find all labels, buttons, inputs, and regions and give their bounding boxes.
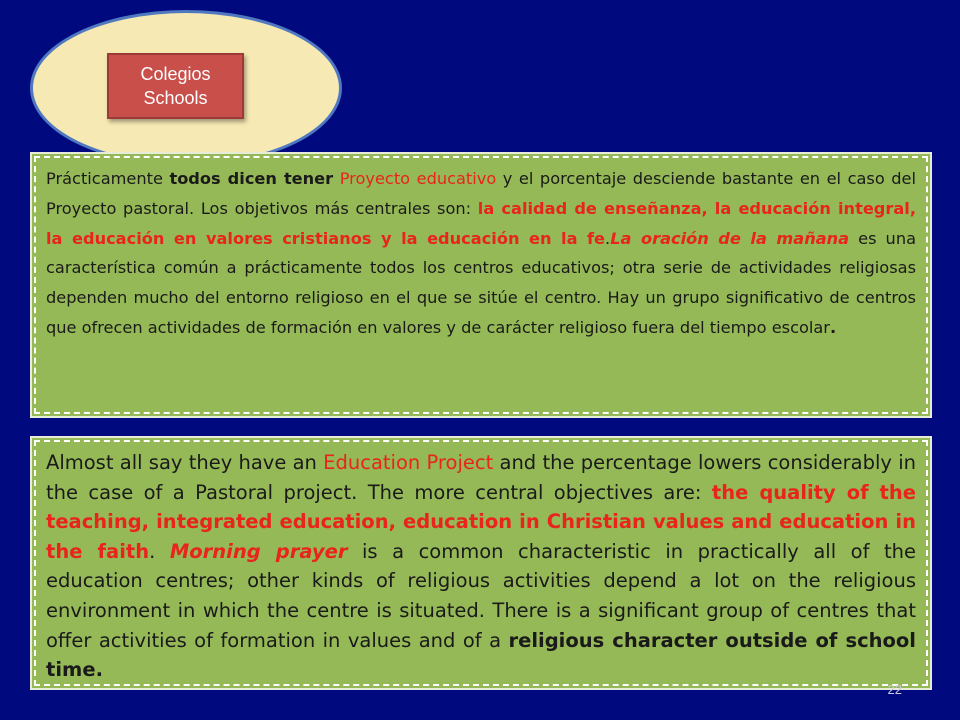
- text-run-bold: .: [95, 658, 103, 682]
- text-run-highlight-italic: Morning prayer: [169, 539, 348, 563]
- text-run: .: [605, 228, 611, 248]
- text-run: Almost all say they have an: [46, 451, 324, 474]
- text-run-highlight: Proyecto educativo: [339, 169, 497, 188]
- spanish-text-box: [30, 152, 932, 418]
- section-badge: [107, 53, 244, 119]
- text-run-bold: .: [829, 317, 837, 337]
- text-run-highlight-italic: La oración de la mañana: [610, 228, 850, 248]
- badge-label-spanish: Colegios: [140, 64, 211, 84]
- text-run: es una característica común a prácticamente todos los centros educativos; otra serie de actividades religiosas dependen mucho del entorno religioso en el que se sitúe el centro. Hay un grupo significativo de centros que ofrecen actividades de formación en valores y de carácter religioso fuera del tiempo escolar: [46, 228, 916, 337]
- text-run-highlight: Education Project: [323, 451, 494, 474]
- badge-label-english: Schools: [143, 88, 208, 108]
- text-run-highlight-bold: la calidad de enseñanza, la educación integral, la educación en valores cristianos y la educación en la fe: [46, 198, 916, 248]
- page-number: 22: [887, 682, 902, 697]
- text-run: is a common characteristic in practically all of the education centres; other kinds of religious activities depend a lot on the religious environment in which the centre is situated. There is a significant group of centres that offer activities of formation in values and of a: [46, 539, 916, 652]
- text-run-bold: todos dicen tener: [169, 169, 334, 188]
- text-run: Prácticamente: [46, 169, 170, 188]
- text-run: and the percentage lowers considerably in the case of a Pastoral project. The more central objectives are:: [46, 451, 916, 504]
- text-run-highlight-bold: the quality of the teaching, integrated education, education in Christian values and education in the faith: [46, 480, 916, 563]
- english-text-box: [30, 436, 932, 690]
- text-run: y el porcentaje desciende bastante en el caso del Proyecto pastoral. Los objetivos más centrales son:: [46, 169, 916, 218]
- text-run-bold: religious character outside of school time: [46, 628, 916, 682]
- text-run: .: [149, 539, 170, 563]
- spanish-paragraph: [46, 164, 916, 343]
- english-paragraph: [46, 448, 916, 685]
